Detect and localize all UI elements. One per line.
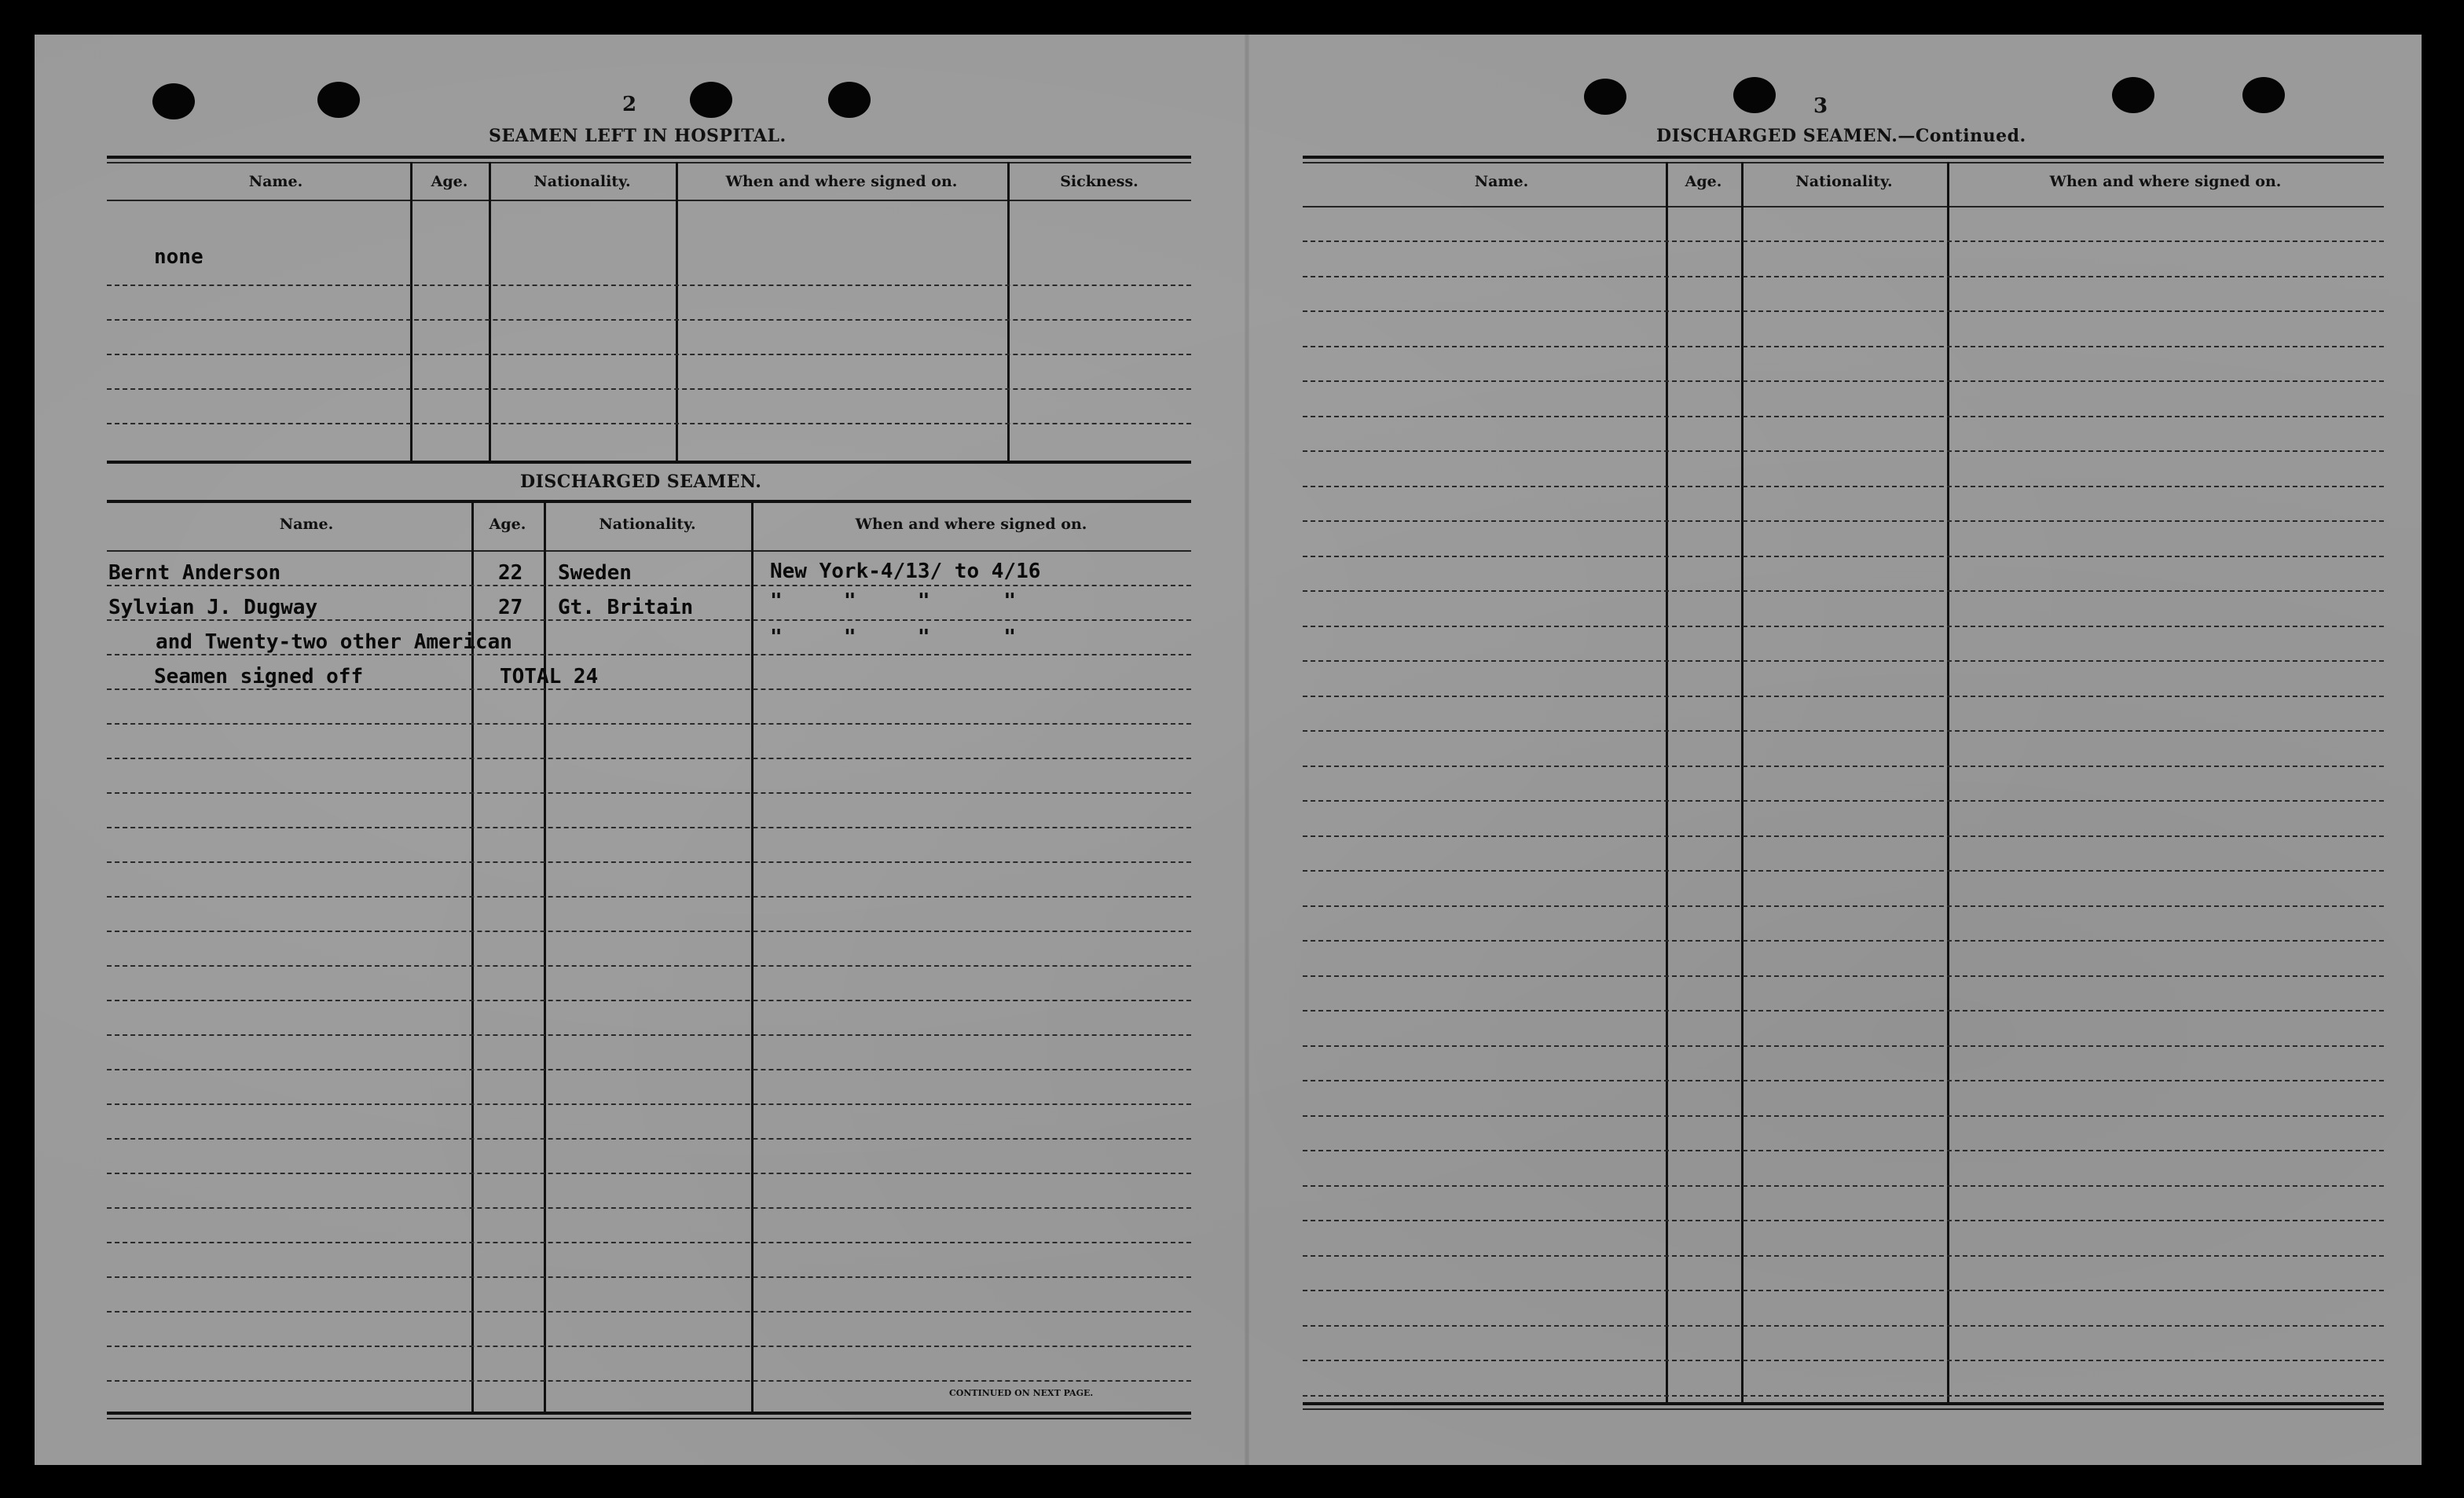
discharged-section-title: DISCHARGED SEAMEN. (520, 472, 762, 492)
table-cell-age: 27 (498, 596, 523, 619)
entry-line (1303, 1395, 2384, 1397)
entry-line (1303, 1220, 2384, 1221)
entry-line (1303, 766, 2384, 767)
table-border (107, 500, 1191, 503)
hospital-entry: none (154, 245, 204, 269)
column-divider (489, 162, 491, 461)
entry-line (1303, 835, 2384, 837)
punch-hole (828, 82, 871, 118)
punch-hole (1584, 79, 1626, 115)
entry-line (107, 1069, 1191, 1070)
table-border (107, 1418, 1191, 1419)
page-fold (1245, 35, 1249, 1465)
entry-line (107, 1242, 1191, 1243)
entry-line (107, 758, 1191, 759)
entry-line (1303, 1290, 2384, 1291)
entry-line (1303, 940, 2384, 942)
column-divider (1007, 162, 1010, 461)
entry-line (107, 723, 1191, 725)
punch-hole (690, 82, 732, 118)
entry-line (1303, 730, 2384, 732)
table-cell-nationality: Gt. Britain (558, 596, 694, 619)
table-cell-name: Bernt Anderson (108, 561, 281, 585)
entry-line (1303, 520, 2384, 522)
punch-hole (2112, 77, 2154, 113)
entry-line (1303, 450, 2384, 452)
entry-line (1303, 556, 2384, 557)
header-divider (107, 550, 1191, 552)
page-number: 2 (622, 93, 637, 116)
entry-line (107, 654, 1191, 655)
col-header-sickness: Sickness. (1060, 173, 1138, 190)
entry-line (1303, 660, 2384, 662)
entry-line (107, 827, 1191, 828)
table-border (107, 162, 1191, 163)
entry-line (1303, 416, 2384, 417)
table-cell-nationality: Sweden (558, 561, 632, 585)
page-number: 3 (1813, 94, 1828, 118)
entry-line (107, 792, 1191, 794)
entry-line (107, 285, 1191, 286)
typed-total: TOTAL 24 (500, 665, 599, 688)
header-divider (107, 200, 1191, 201)
col-header-name: Name. (279, 516, 334, 533)
entry-line (107, 1103, 1191, 1105)
typed-note: Seamen signed off (154, 665, 364, 688)
entry-line (1303, 800, 2384, 802)
entry-line (1303, 590, 2384, 592)
entry-line (107, 1173, 1191, 1174)
entry-line (1303, 870, 2384, 872)
table-cell-signed-on: " " " " (770, 589, 1017, 613)
entry-line (1303, 905, 2384, 907)
col-header-nationality: Nationality. (1795, 173, 1893, 190)
typed-ditto: " " " " (770, 626, 1017, 649)
entry-line (1303, 346, 2384, 347)
entry-line (1303, 486, 2384, 487)
entry-line (107, 688, 1191, 690)
entry-line (1303, 1255, 2384, 1257)
entry-line (107, 388, 1191, 390)
entry-line (1303, 1010, 2384, 1012)
header-divider (1303, 206, 2384, 207)
column-divider (1666, 162, 1668, 1405)
entry-line (1303, 276, 2384, 277)
table-border (107, 1412, 1191, 1415)
entry-line (107, 354, 1191, 355)
entry-line (1303, 975, 2384, 977)
entry-line (107, 861, 1191, 863)
table-cell-signed-on: New York-4/13/ to 4/16 (770, 560, 1041, 583)
entry-line (107, 1138, 1191, 1140)
entry-line (107, 1207, 1191, 1209)
entry-line (107, 1346, 1191, 1347)
entry-line (1303, 626, 2384, 627)
entry-line (1303, 696, 2384, 697)
entry-line (1303, 1080, 2384, 1081)
entry-line (1303, 1325, 2384, 1327)
entry-line (107, 585, 1191, 586)
entry-line (107, 1276, 1191, 1278)
entry-line (1303, 380, 2384, 382)
continued-footer: CONTINUED ON NEXT PAGE. (949, 1388, 1094, 1398)
punch-hole (1733, 77, 1776, 113)
table-border (1303, 156, 2384, 159)
continued-section-title: DISCHARGED SEAMEN.—Continued. (1656, 126, 2026, 146)
entry-line (107, 1034, 1191, 1036)
col-header-age: Age. (1685, 173, 1722, 190)
entry-line (1303, 240, 2384, 242)
typed-note: and Twenty-two other American (156, 630, 512, 654)
entry-line (107, 423, 1191, 424)
entry-line (1303, 1185, 2384, 1187)
table-border (1303, 1402, 2384, 1405)
entry-line (107, 896, 1191, 898)
entry-line (1303, 1045, 2384, 1047)
column-divider (1741, 162, 1744, 1405)
col-header-name: Name. (248, 173, 303, 190)
punch-hole (317, 82, 360, 118)
entry-line (107, 619, 1191, 621)
table-border (107, 156, 1191, 159)
entry-line (107, 1380, 1191, 1382)
column-divider (1947, 162, 1949, 1405)
entry-line (1303, 1115, 2384, 1117)
col-header-nationality: Nationality. (599, 516, 696, 533)
table-border (107, 461, 1191, 464)
col-header-nationality: Nationality. (534, 173, 631, 190)
entry-line (1303, 1150, 2384, 1151)
column-divider (676, 162, 678, 461)
col-header-signed-on: When and where signed on. (2049, 173, 2282, 190)
punch-hole (2242, 77, 2285, 113)
hospital-section-title: SEAMEN LEFT IN HOSPITAL. (489, 126, 786, 146)
table-cell-name: Sylvian J. Dugway (108, 596, 318, 619)
col-header-signed-on: When and where signed on. (725, 173, 958, 190)
table-cell-age: 22 (498, 561, 523, 585)
col-header-age: Age. (431, 173, 468, 190)
punch-hole (152, 83, 195, 119)
entry-line (107, 319, 1191, 321)
col-header-name: Name. (1474, 173, 1529, 190)
table-border (1303, 1408, 2384, 1410)
entry-line (1303, 1360, 2384, 1361)
table-border (1303, 162, 2384, 163)
entry-line (107, 1311, 1191, 1313)
entry-line (107, 931, 1191, 932)
column-divider (410, 162, 412, 461)
col-header-age: Age. (489, 516, 526, 533)
col-header-signed-on: When and where signed on. (855, 516, 1087, 533)
entry-line (1303, 310, 2384, 312)
entry-line (107, 965, 1191, 967)
entry-line (107, 1000, 1191, 1001)
document-page (35, 35, 2422, 1465)
